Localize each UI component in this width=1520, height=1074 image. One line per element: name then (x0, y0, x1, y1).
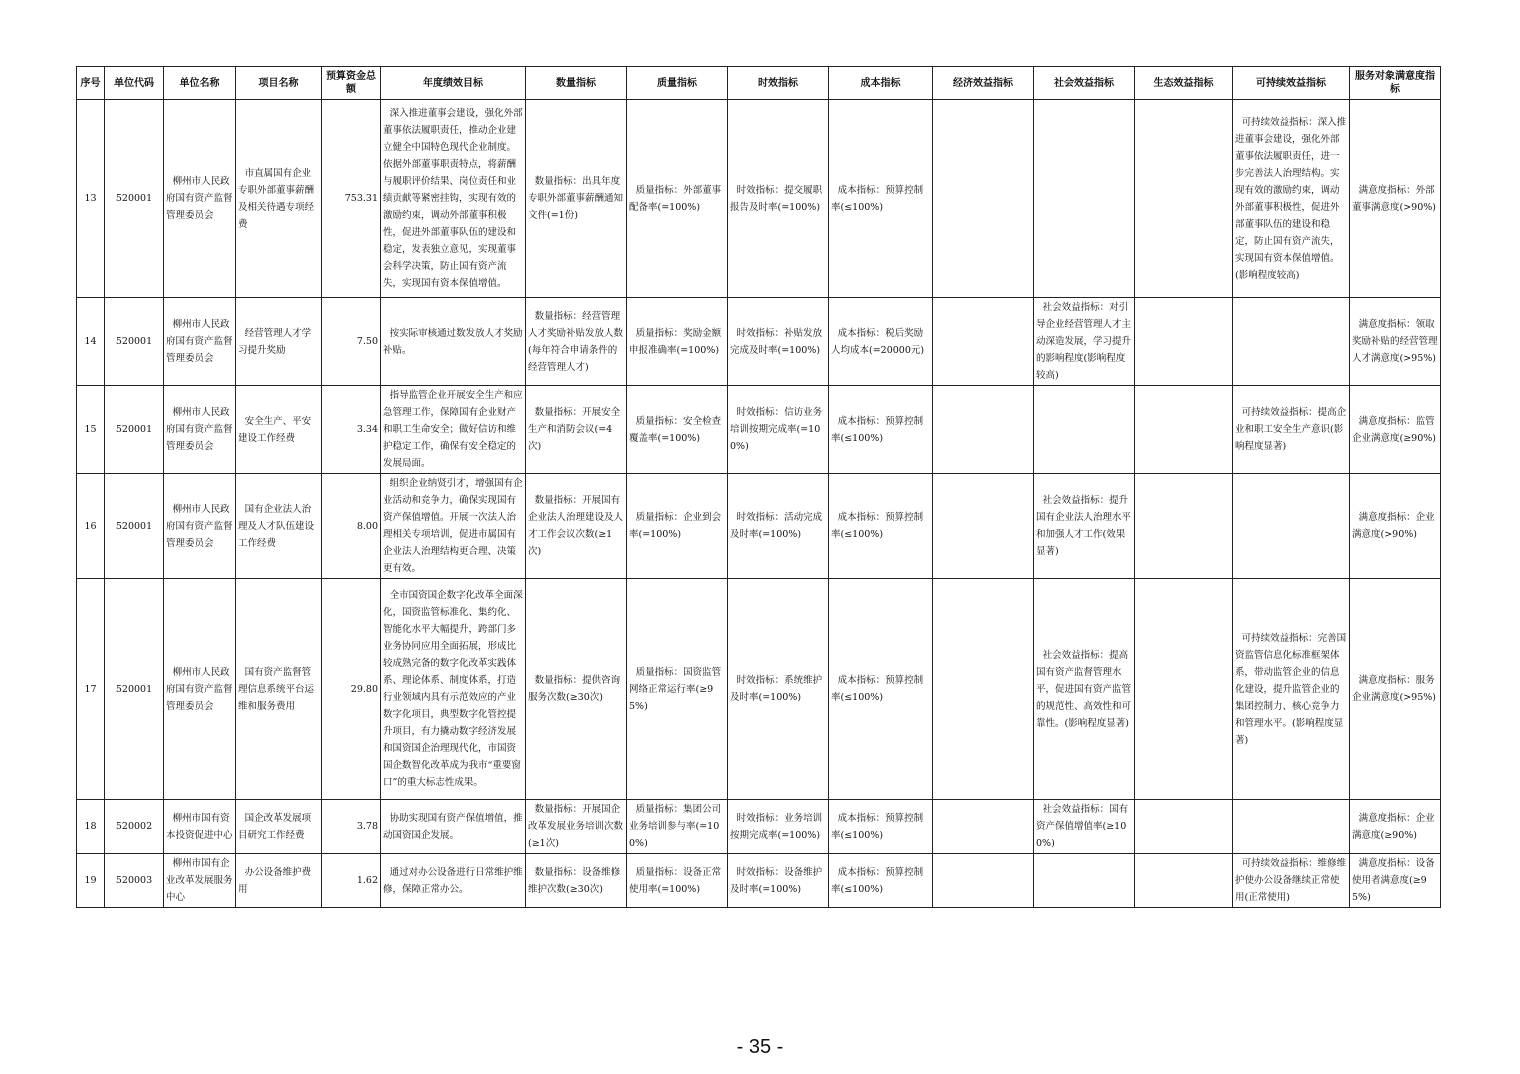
cell-quality: 质量指标：设备正常使用率(=100%) (627, 854, 728, 908)
cell-ecological (1135, 298, 1233, 386)
cell-quantity: 数量指标：提供咨询服务次数(≥30次) (526, 579, 627, 800)
cell-budget: 1.62 (322, 854, 381, 908)
cell-budget: 29.80 (322, 579, 381, 800)
cell-sustainable (1233, 800, 1350, 854)
cell-satisfaction: 满意度指标：设备使用者满意度(≥95%) (1350, 854, 1441, 908)
cell-cost: 成本指标：预算控制率(≤100%) (829, 579, 933, 800)
cell-unit: 柳州市人民政府国有资产监督管理委员会 (164, 579, 236, 800)
header-cell: 单位代码 (105, 67, 164, 100)
cell-ecological (1135, 474, 1233, 579)
cell-quantity: 数量指标：经营管理人才奖励补贴发放人数(每年符合申请条件的经营管理人才) (526, 298, 627, 386)
cell-code: 520003 (105, 854, 164, 908)
header-cell: 成本指标 (829, 67, 933, 100)
cell-project: 安全生产、平安建设工作经费 (236, 386, 322, 474)
cell-satisfaction: 满意度指标：监管企业满意度(≥90%) (1350, 386, 1441, 474)
cell-quantity: 数量指标：出具年度专职外部董事薪酬通知文件(=1份) (526, 100, 627, 298)
cell-project: 办公设备维护费用 (236, 854, 322, 908)
cell-cost: 成本指标：税后奖励人均成本(=20000元) (829, 298, 933, 386)
cell-economic (933, 579, 1034, 800)
cell-goal: 协助实现国有资产保值增值，推动国资国企发展。 (381, 800, 526, 854)
cell-quality: 质量指标：外部董事配备率(=100%) (627, 100, 728, 298)
cell-economic (933, 386, 1034, 474)
cell-unit: 柳州市国有资本投资促进中心 (164, 800, 236, 854)
cell-budget: 3.78 (322, 800, 381, 854)
cell-ecological (1135, 800, 1233, 854)
cell-cost: 成本指标：预算控制率(≤100%) (829, 800, 933, 854)
cell-satisfaction: 满意度指标：外部董事满意度(>90%) (1350, 100, 1441, 298)
header-cell: 经济效益指标 (933, 67, 1034, 100)
header-cell: 数量指标 (526, 67, 627, 100)
cell-code: 520001 (105, 579, 164, 800)
cell-project: 国有企业法人治理及人才队伍建设工作经费 (236, 474, 322, 579)
cell-quality: 质量指标：安全检查覆盖率(=100%) (627, 386, 728, 474)
cell-unit: 柳州市人民政府国有资产监督管理委员会 (164, 474, 236, 579)
cell-budget: 3.34 (322, 386, 381, 474)
cell-code: 520001 (105, 386, 164, 474)
cell-code: 520001 (105, 298, 164, 386)
cell-code: 520001 (105, 100, 164, 298)
header-row (77, 67, 1441, 100)
cell-unit: 柳州市人民政府国有资产监督管理委员会 (164, 100, 236, 298)
cell-economic (933, 298, 1034, 386)
cell-project: 国企改革发展项目研究工作经费 (236, 800, 322, 854)
header-cell: 时效指标 (728, 67, 829, 100)
cell-goal: 通过对办公设备进行日常维护维修，保障正常办公。 (381, 854, 526, 908)
cell-quantity: 数量指标：开展国有企业法人治理建设及人才工作会议次数(≥1次) (526, 474, 627, 579)
cell-ecological (1135, 854, 1233, 908)
header-cell: 生态效益指标 (1135, 67, 1233, 100)
cell-sustainable: 可持续效益指标：维修维护使办公设备继续正常使用(正常使用) (1233, 854, 1350, 908)
cell-timeliness: 时效指标：提交履职报告及时率(=100%) (728, 100, 829, 298)
cell-social: 社会效益指标：国有资产保值增值率(≥100%) (1034, 800, 1135, 854)
cell-unit: 柳州市人民政府国有资产监督管理委员会 (164, 386, 236, 474)
header-cell: 可持续效益指标 (1233, 67, 1350, 100)
header-cell: 年度绩效目标 (381, 67, 526, 100)
cell-code: 520001 (105, 474, 164, 579)
cell-no: 19 (77, 854, 105, 908)
cell-unit: 柳州市国有企业改革发展服务中心 (164, 854, 236, 908)
table-row (77, 298, 1441, 386)
cell-quality: 质量指标：集团公司业务培训参与率(=100%) (627, 800, 728, 854)
cell-sustainable (1233, 298, 1350, 386)
cell-social (1034, 100, 1135, 298)
cell-no: 14 (77, 298, 105, 386)
cell-project: 经营管理人才学习提升奖励 (236, 298, 322, 386)
cell-code: 520002 (105, 800, 164, 854)
cell-unit: 柳州市人民政府国有资产监督管理委员会 (164, 298, 236, 386)
cell-ecological (1135, 386, 1233, 474)
cell-no: 18 (77, 800, 105, 854)
cell-quality: 质量指标：国资监管网络正常运行率(≥95%) (627, 579, 728, 800)
cell-timeliness: 时效指标：活动完成及时率(=100%) (728, 474, 829, 579)
header-cell: 服务对象满意度指标 (1350, 67, 1441, 100)
cell-social (1034, 386, 1135, 474)
cell-economic (933, 854, 1034, 908)
cell-quality: 质量指标：奖励金额申报准确率(=100%) (627, 298, 728, 386)
cell-timeliness: 时效指标：设备维护及时率(=100%) (728, 854, 829, 908)
header-cell: 质量指标 (627, 67, 728, 100)
cell-sustainable: 可持续效益指标：完善国资监管信息化标准框架体系，带动监管企业的信息化建设，提升监管企业的集团控制力、核心竞争力和管理水平。(影响程度显著) (1233, 579, 1350, 800)
cell-goal: 组织企业纳贤引才，增强国有企业活动和竞争力，确保实现国有资产保值增值。开展一次法人治理相关专项培训，促进市属国有企业法人治理结构更合理、决策更有效。 (381, 474, 526, 579)
header-cell: 社会效益指标 (1034, 67, 1135, 100)
cell-no: 13 (77, 100, 105, 298)
cell-ecological (1135, 100, 1233, 298)
cell-quality: 质量指标：企业到会率(=100%) (627, 474, 728, 579)
cell-economic (933, 800, 1034, 854)
cell-goal: 全市国资国企数字化改革全面深化，国资监管标准化、集约化、智能化水平大幅提升，跨部门多业务协同应用全面拓展，形成比较成熟完备的数字化改革实践体系、理论体系、制度体系，打造行业领域内具有示范效应的产业数字化项目，典型数字化管控提升项目，有力撬动数字经济发展和国资国企治理现代化，市国资国企数智化改革成为我市“重要窗口”的重大标志性成果。 (381, 579, 526, 800)
cell-social: 社会效益指标：对引导企业经营管理人才主动深造发展，学习提升的影响程度(影响程度较高) (1034, 298, 1135, 386)
table-row (77, 100, 1441, 298)
table-row (77, 474, 1441, 579)
header-cell: 序号 (77, 67, 105, 100)
performance-table (76, 66, 1441, 908)
cell-timeliness: 时效指标：业务培训按期完成率(=100%) (728, 800, 829, 854)
cell-satisfaction: 满意度指标：企业满意度(≥90%) (1350, 800, 1441, 854)
cell-ecological (1135, 579, 1233, 800)
cell-no: 15 (77, 386, 105, 474)
cell-sustainable (1233, 474, 1350, 579)
cell-satisfaction: 满意度指标：领取奖励补贴的经营管理人才满意度(>95%) (1350, 298, 1441, 386)
cell-satisfaction: 满意度指标：服务企业满意度(>95%) (1350, 579, 1441, 800)
cell-economic (933, 100, 1034, 298)
cell-budget: 753.31 (322, 100, 381, 298)
cell-cost: 成本指标：预算控制率(≤100%) (829, 474, 933, 579)
cell-cost: 成本指标：预算控制率(≤100%) (829, 854, 933, 908)
cell-budget: 8.00 (322, 474, 381, 579)
cell-quantity: 数量指标：开展安全生产和消防会议(=4次) (526, 386, 627, 474)
header-cell: 项目名称 (236, 67, 322, 100)
cell-cost: 成本指标：预算控制率(≤100%) (829, 386, 933, 474)
cell-timeliness: 时效指标：系统维护及时率(=100%) (728, 579, 829, 800)
cell-sustainable: 可持续效益指标：深入推进董事会建设，强化外部董事依法履职责任，进一步完善法人治理结构。实现有效的激励约束，调动外部董事积极性，促进外部董事队伍的建设和稳定，防止国有资产流失，实现国有资本保值增值。(影响程度较高) (1233, 100, 1350, 298)
cell-quantity: 数量指标：开展国企改革发展业务培训次数(≥1次) (526, 800, 627, 854)
cell-no: 17 (77, 579, 105, 800)
cell-sustainable: 可持续效益指标：提高企业和职工安全生产意识(影响程度显著) (1233, 386, 1350, 474)
cell-timeliness: 时效指标：信访业务培训按期完成率(=100%) (728, 386, 829, 474)
cell-timeliness: 时效指标：补贴发放完成及时率(=100%) (728, 298, 829, 386)
cell-no: 16 (77, 474, 105, 579)
cell-satisfaction: 满意度指标：企业满意度(>90%) (1350, 474, 1441, 579)
cell-goal: 深入推进董事会建设，强化外部董事依法履职责任，推动企业建立健全中国特色现代企业制度。依据外部董事职责特点，将薪酬与履职评价结果、岗位责任和业绩贡献等紧密挂钩，实现有效的激励约束，调动外部董事积极性，促进外部董事队伍的建设和稳定，发表独立意见，实现董事会科学决策，防止国有资产流失，实现国有资本保值增值。 (381, 100, 526, 298)
cell-project: 国有资产监督管理信息系统平台运维和服务费用 (236, 579, 322, 800)
page-number: - 35 - (736, 1036, 784, 1058)
cell-quantity: 数量指标：设备维修维护次数(≥30次) (526, 854, 627, 908)
table-row (77, 579, 1441, 800)
cell-social (1034, 854, 1135, 908)
cell-cost: 成本指标：预算控制率(≤100%) (829, 100, 933, 298)
cell-social: 社会效益指标：提升国有企业法人治理水平和加强人才工作(效果显著) (1034, 474, 1135, 579)
cell-project: 市直属国有企业专职外部董事薪酬及相关待遇专项经费 (236, 100, 322, 298)
cell-economic (933, 474, 1034, 579)
cell-social: 社会效益指标：提高国有资产监督管理水平，促进国有资产监管的规范性、高效性和可靠性。(影响程度显著) (1034, 579, 1135, 800)
cell-goal: 按实际审核通过数发放人才奖励补贴。 (381, 298, 526, 386)
table-row (77, 800, 1441, 854)
table-row (77, 386, 1441, 474)
cell-budget: 7.50 (322, 298, 381, 386)
header-cell: 预算资金总额 (322, 67, 381, 100)
cell-goal: 指导监管企业开展安全生产和应急管理工作，保障国有企业财产和职工生命安全；做好信访和维护稳定工作，确保有安全稳定的发展局面。 (381, 386, 526, 474)
table-row (77, 854, 1441, 908)
header-cell: 单位名称 (164, 67, 236, 100)
